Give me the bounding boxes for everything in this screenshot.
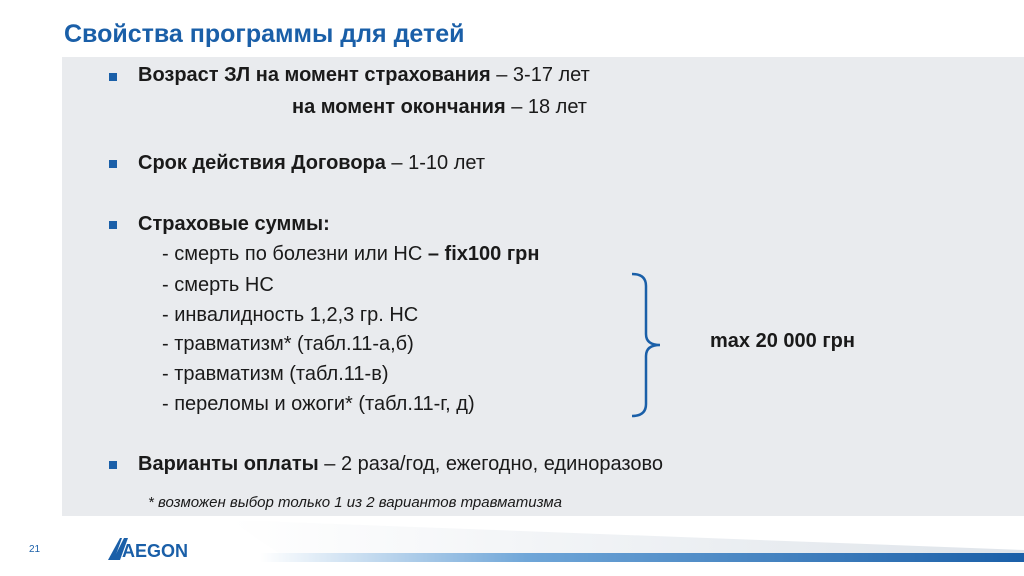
payment-label: Варианты оплаты [138, 453, 319, 475]
term-value: – 1-10 лет [385, 152, 485, 174]
sums-heading [138, 213, 330, 236]
slide-title: Свойства программы для детей [64, 20, 465, 48]
sum-item-text: - смерть по болезни или НС [162, 243, 428, 265]
sums-label: Страховые суммы: [138, 213, 330, 235]
aegon-logo [108, 536, 189, 562]
bullet-marker [109, 221, 117, 229]
age-end-value: – 18 лет [505, 96, 587, 118]
sum-item: - переломы и ожоги* (табл.11-г, д) [162, 393, 475, 415]
age-end-label: на момент окончания [292, 96, 506, 118]
page-number: 21 [29, 544, 41, 555]
curly-brace-icon [628, 272, 668, 418]
bullet-marker [109, 160, 117, 168]
max-sum-label: max 20 000 грн [710, 330, 855, 352]
term-label: Срок действия Договора [138, 152, 386, 174]
svg-text:AEGON: AEGON [122, 541, 189, 561]
term-line [138, 152, 485, 175]
sum-item: - травматизм* (табл.11-а,б) [162, 333, 414, 355]
sum-item: - смерть НС [162, 274, 274, 296]
sum-item-value: – fix100 грн [427, 243, 540, 265]
bullet-marker [109, 73, 117, 81]
age-label: Возраст ЗЛ на момент страхования [138, 64, 491, 86]
sum-item: - инвалидность 1,2,3 гр. НС [162, 304, 419, 326]
footnote: * возможен выбор только 1 из 2 вариантов травматизма [148, 494, 562, 511]
sum-item: - травматизм (табл.11-в) [162, 363, 389, 385]
age-end-line [292, 96, 587, 119]
payment-value: – 2 раза/год, ежегодно, единоразово [318, 453, 664, 475]
age-line [138, 64, 590, 87]
sum-item [162, 243, 539, 266]
age-value: – 3-17 лет [490, 64, 590, 86]
payment-line [138, 453, 663, 476]
bullet-marker [109, 461, 117, 469]
